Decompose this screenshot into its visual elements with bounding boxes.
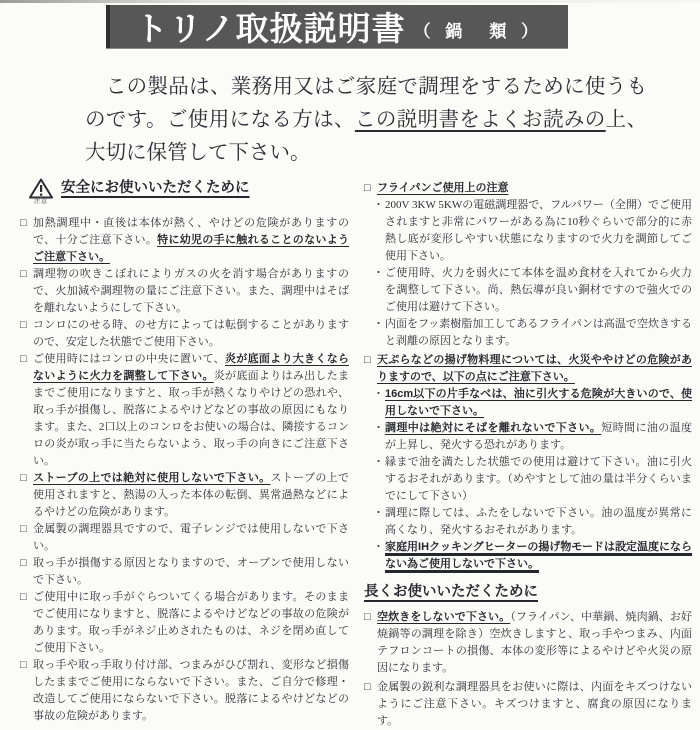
text-segment: 加熱調理中・直後は本体が熱く、やけどの危険がありますので、十分ご注意下さい。 (33, 217, 349, 246)
list-marker: □ (20, 319, 27, 331)
item-text (33, 657, 349, 725)
text-segment: 金属製の調理器具ですので、電子レンジでは使用しないで下さい。 (33, 523, 349, 552)
safety-item-list (20, 215, 349, 725)
deep-fry-bullet (364, 454, 692, 505)
warning-icon-label: 注意 (33, 199, 48, 205)
text-segment: 16cm以下の片手なべは、油に引火する危険が大きいので、使用しないで下さい。 (385, 388, 692, 417)
text-segment: 取っ手や取っ手取り付け部、つまみがひび割れ、変形など損傷したままでご使用にならないで下さい。また、ご自分で修理・改造してご使用にならないで下さい。脱落によるやけどなどの事故の危険があります。 (33, 659, 349, 722)
safety-item (20, 215, 349, 266)
item-text (33, 317, 349, 351)
list-marker: □ (20, 523, 27, 535)
text-segment: ご使用時にはコンロの中央に置いて、 (33, 353, 225, 365)
list-marker: □ (364, 681, 371, 693)
right-column (364, 178, 692, 730)
list-marker: □ (20, 659, 27, 671)
text-segment: 長くお使いいただくために (364, 584, 538, 600)
item-text (377, 352, 692, 386)
frypan-caution-bullet (364, 316, 692, 350)
text-segment: 炎が底面より大きくならないように火力を調整して下さい。 (33, 353, 350, 382)
safety-item (20, 555, 349, 589)
long-use-item (364, 609, 692, 677)
text-segment: この製品は、業務用又はご家庭で調理をするために使うものです。ご使用になる方は、 (85, 75, 647, 131)
safety-section-title: 安全にお使いいただくために (61, 180, 250, 196)
text-segment: ご使用時、火力を弱火にて本体を温め食材を入れてから火力を調整して下さい。尚、熱伝導が良い銅材ですので強火でのご使用は避けて下さい。 (385, 267, 692, 313)
list-marker: ・ (373, 199, 384, 211)
item-text (33, 351, 349, 470)
item-text (33, 470, 349, 521)
item-text (385, 539, 692, 573)
safety-item (20, 470, 349, 521)
safety-item (20, 317, 349, 351)
safety-item (20, 521, 349, 555)
deep-fry-bullet (364, 386, 692, 420)
list-marker: □ (20, 217, 27, 229)
list-marker: ・ (373, 456, 384, 468)
list-marker: ・ (373, 318, 384, 330)
list-marker: □ (20, 268, 27, 280)
text-segment: ご使用中に取っ手がぐらついてくる場合があります。そのままでご使用になりますと、脱落によるやけどなどの事故の危険があります。取っ手がネジ止めされたものは、ネジを閉め直してご使用下さい。 (33, 591, 349, 654)
deep-fry-bullet (364, 539, 692, 573)
item-text (33, 266, 349, 317)
list-marker: □ (364, 611, 371, 623)
text-segment: （フライパン、中華鍋、焼肉鍋、お好焼鍋等の調理を除き）空炊きしますと、取っ手やつまみ、内面テフロンコートの損傷、本体の変形等によるやけどや火災の原因になります。 (377, 611, 693, 674)
left-column (20, 178, 349, 730)
text-segment: 内面をフッ素樹脂加工してあるフライパンは高温で空炊きすると剥離の原因となります。 (385, 318, 692, 347)
content-columns (20, 178, 692, 730)
list-marker: ・ (373, 541, 384, 553)
item-text (385, 505, 692, 539)
frypan-caution-bullet (364, 197, 692, 265)
text-segment: 調理物の吹きこぼれによりガスの火を消す場合がありますので、火加減や調理物の量にご注意下さい。また、調理中はそばを離れないようにして下さい。 (33, 268, 349, 314)
list-marker: ・ (373, 422, 384, 434)
item-text (33, 589, 349, 657)
text-segment: 特に幼児の手に触れることのないようご注意下さい。 (33, 234, 350, 263)
list-marker: □ (364, 182, 371, 194)
safety-section-header (28, 178, 349, 206)
long-use-item (364, 679, 692, 730)
right-block-list (364, 180, 692, 730)
list-marker: ・ (373, 267, 384, 279)
text-segment: コンロにのせる時、のせ方によっては転倒することがありますので、安定した状態でご使用下さい。 (33, 319, 349, 348)
item-text (33, 215, 349, 266)
intro-paragraph (85, 70, 647, 169)
list-marker: □ (20, 591, 27, 603)
item-text (385, 316, 692, 350)
text-segment: フライパンご使用上の注意 (377, 182, 509, 194)
item-text (385, 197, 692, 265)
text-segment: 家庭用IHクッキングヒーターの揚げ物モードは設定温度にならない為ご使用しないで下さい。 (385, 541, 692, 570)
title-banner (106, 5, 568, 48)
list-marker: □ (364, 354, 371, 366)
list-marker: ・ (373, 507, 384, 519)
text-segment: 調理に際しては、ふたをしないで下さい。油の温度が異常に高くなり、発火するおそれがあります。 (385, 507, 692, 536)
item-text (385, 420, 692, 454)
text-segment: 空炊きをしないで下さい。 (377, 611, 511, 623)
text-segment: 取っ手が損傷する原因となりますので、オーブンで使用しないで下さい。 (33, 557, 349, 586)
list-marker: □ (20, 557, 27, 569)
text-segment: 炎が底面よりはみ出したままでご使用になりますと、取っ手が熱くなりやけどの恐れや、取っ手が損傷し、脱落によるやけどなどの事故の原因にもなります。また、2口以上のコンロをお使いの場合は、隣接するコンロの炎が取っ手に当たらないよう、取っ手の向きにご注意下さい。 (33, 370, 350, 467)
list-marker: ・ (373, 388, 384, 400)
list-marker: □ (20, 353, 27, 365)
item-text (33, 521, 349, 555)
deep-fry-bullet (364, 505, 692, 539)
text-segment: 上、大切に保管して下さい。 (85, 108, 648, 164)
list-marker: □ (20, 472, 27, 484)
text-segment: 天ぷらなどの揚げ物料理については、火災ややけどの危険がありますので、以下の点にご注意下さい。 (377, 354, 692, 383)
text-segment: 200V 3KW 5KWの電磁調理器で、フルパワー（全開）でご使用されますと非常にパワーがある為に10秒ぐらいで部分的に赤熱し底が変形しやすい状態になりますので火力を調節してご使用下さい。 (385, 199, 692, 262)
item-text (377, 609, 692, 677)
item-text (385, 386, 692, 420)
text-segment: 短時間に油の温度が上昇し、発火する恐れがあります。 (385, 422, 693, 451)
frypan-caution-bullet (364, 265, 692, 316)
item-text (385, 454, 692, 505)
text-segment: 金属製の鋭利な調理器具をお使いに際は、内面をキズつけないようにご注意下さい。キズつけますと、腐食の原因になります。 (377, 681, 692, 727)
text-segment: 縁まで油を満たした状態での使用は避けて下さい。油に引火するおそれがあります。（めやすとして油の量は半分くらいまでにして下さい） (385, 456, 692, 502)
deep-fry-heading (364, 352, 692, 386)
text-segment: ストーブの上では絶対に使用しないで下さい。 (33, 472, 271, 484)
safety-item (20, 589, 349, 657)
safety-item (20, 657, 349, 725)
text-segment: ストーブの上で使用されますと、熱湯の入った本体の転倒、異常過熱などによるやけどの危険があります。 (33, 472, 350, 518)
deep-fry-bullet (364, 420, 692, 454)
item-text (385, 265, 692, 316)
text-segment: 調理中は絶対にそばを離れないで下さい。 (385, 422, 602, 434)
page-title: トリノ取扱説明書 (134, 10, 406, 47)
item-text (377, 679, 692, 730)
long-use-heading (364, 582, 692, 602)
item-text (33, 555, 349, 589)
frypan-caution-heading (364, 180, 692, 197)
warning-triangle-icon (28, 178, 54, 206)
text-segment: この説明書をよくお読みの (354, 108, 606, 131)
item-text (377, 180, 692, 197)
page-subtitle: （ 鍋 類 ） (413, 22, 544, 41)
safety-item (20, 266, 349, 317)
safety-item (20, 351, 349, 470)
